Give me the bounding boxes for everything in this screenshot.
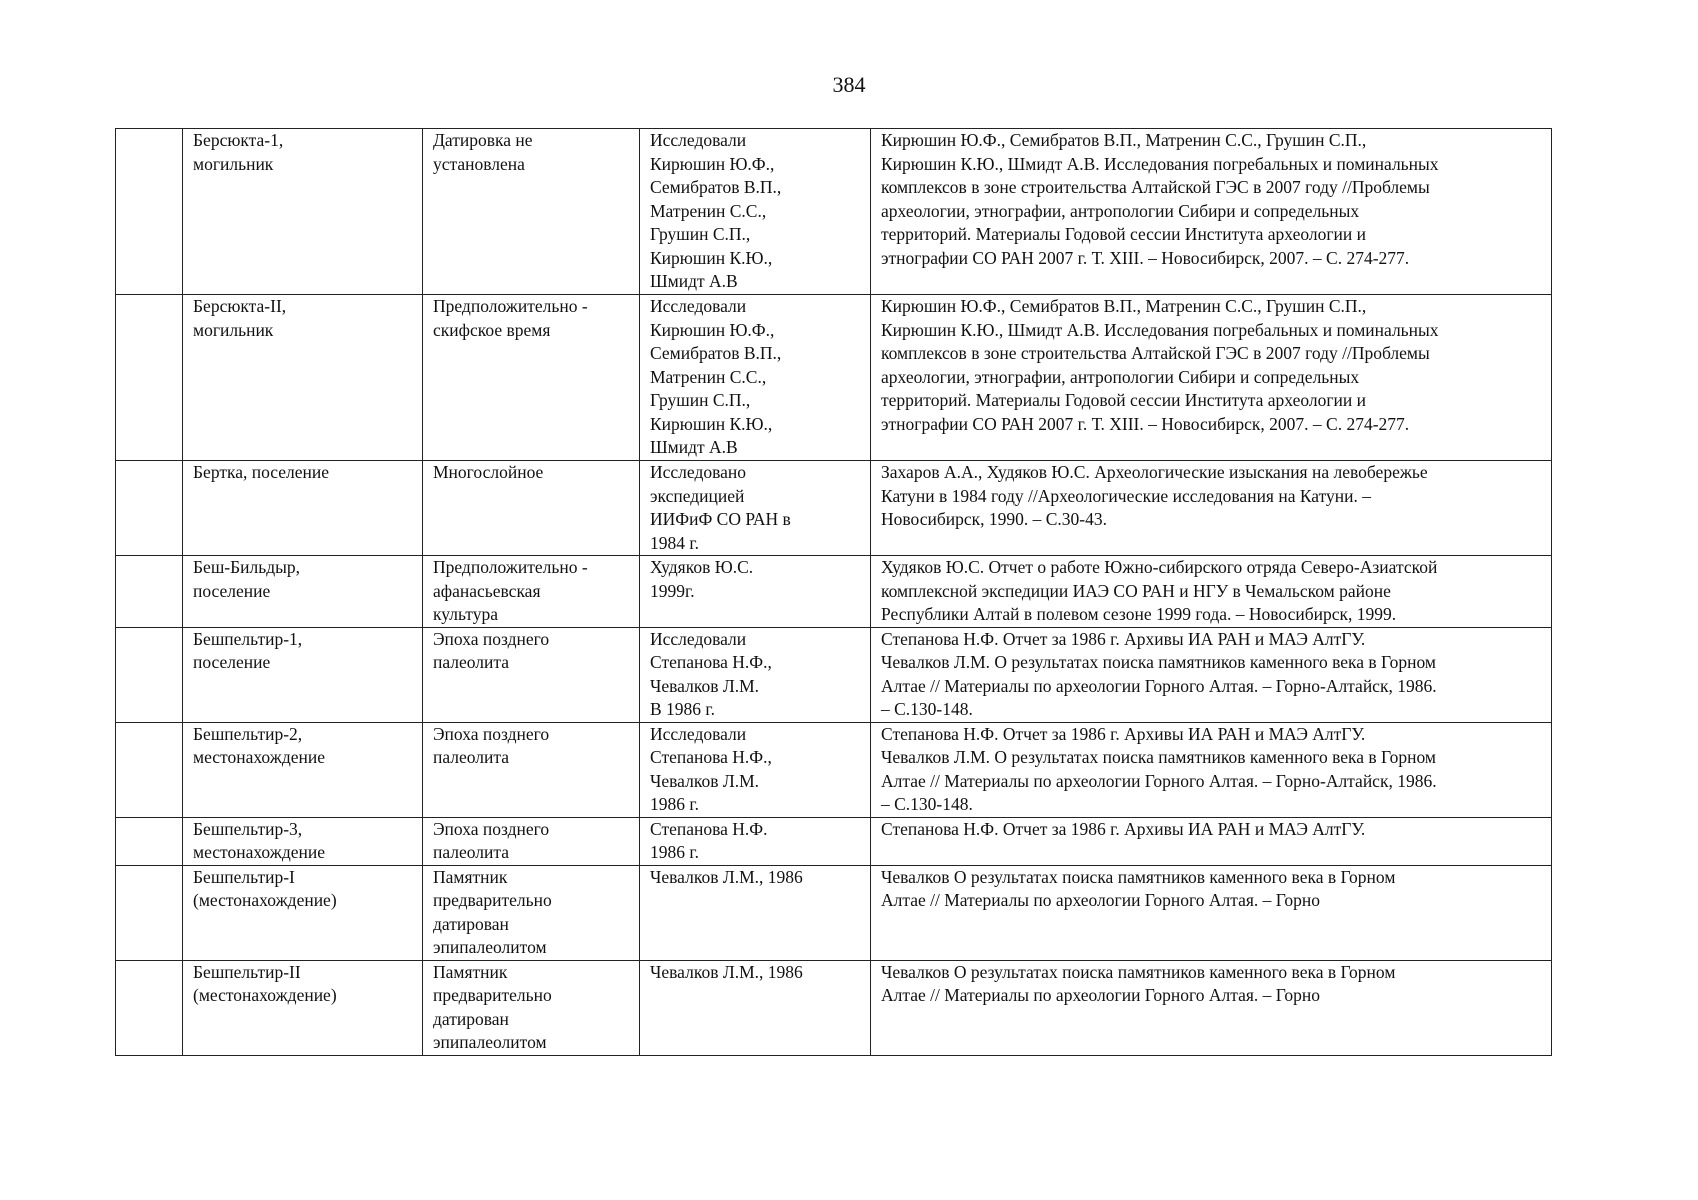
researchers-cell: Исследовали Степанова Н.Ф., Чевалков Л.М. 1986 г.	[640, 722, 871, 817]
table-row	[116, 722, 1552, 817]
dating-cell: Предположительно - афанасьевская культура	[423, 556, 640, 628]
dating-cell: Предположительно - скифское время	[423, 295, 640, 461]
table-row	[116, 960, 1552, 1055]
researchers-cell: Исследовано экспедицией ИИФиФ СО РАН в 1984 г.	[640, 461, 871, 556]
literature-cell: Худяков Ю.С. Отчет о работе Южно-сибирского отряда Северо-Азиатской комплексной экспедиции ИАЭ СО РАН и НГУ в Чемальском районе Республики Алтай в полевом сезоне 1999 года. – Новосибирск, 1999.	[871, 556, 1552, 628]
row-number-cell	[116, 295, 183, 461]
table-row	[116, 129, 1552, 295]
dating-cell: Памятник предварительно датирован эпипалеолитом	[423, 960, 640, 1055]
site-name-cell: Берсюкта-II, могильник	[183, 295, 423, 461]
row-number-cell	[116, 556, 183, 628]
table-row	[116, 817, 1552, 865]
dating-cell: Памятник предварительно датирован эпипалеолитом	[423, 865, 640, 960]
table-row	[116, 295, 1552, 461]
site-name-cell: Бешпельтир-I (местонахождение)	[183, 865, 423, 960]
literature-cell: Степанова Н.Ф. Отчет за 1986 г. Архивы ИА РАН и МАЭ АлтГУ. Чевалков Л.М. О результатах поиска памятников каменного века в Горном Алтае // Материалы по археологии Горного Алтая. – Горно-Алтайск, 1986. – С.130-148.	[871, 722, 1552, 817]
table-row	[116, 556, 1552, 628]
table-row	[116, 865, 1552, 960]
site-name-cell: Бешпельтир-1, поселение	[183, 627, 423, 722]
site-name-cell: Бешпельтир-2, местонахождение	[183, 722, 423, 817]
table-row	[116, 461, 1552, 556]
researchers-cell: Степанова Н.Ф. 1986 г.	[640, 817, 871, 865]
site-name-cell: Бешпельтир-II (местонахождение)	[183, 960, 423, 1055]
researchers-cell: Чевалков Л.М., 1986	[640, 960, 871, 1055]
site-name-cell: Берсюкта-1, могильник	[183, 129, 423, 295]
dating-cell: Эпоха позднего палеолита	[423, 722, 640, 817]
researchers-cell: Исследовали Кирюшин Ю.Ф., Семибратов В.П., Матренин С.С., Грушин С.П., Кирюшин К.Ю., Шмидт А.В	[640, 295, 871, 461]
site-name-cell: Бертка, поселение	[183, 461, 423, 556]
literature-cell: Степанова Н.Ф. Отчет за 1986 г. Архивы ИА РАН и МАЭ АлтГУ. Чевалков Л.М. О результатах поиска памятников каменного века в Горном Алтае // Материалы по археологии Горного Алтая. – Горно-Алтайск, 1986. – С.130-148.	[871, 627, 1552, 722]
row-number-cell	[116, 722, 183, 817]
page-number: 384	[832, 72, 866, 97]
row-number-cell	[116, 627, 183, 722]
literature-cell: Кирюшин Ю.Ф., Семибратов В.П., Матренин С.С., Грушин С.П., Кирюшин К.Ю., Шмидт А.В. Исследования погребальных и поминальных комплексов в зоне строительства Алтайской ГЭС в 2007 году //Проблемы археологии, этнографии, антропологии Сибири и сопредельных территорий. Материалы Годовой сессии Института археологии и этнографии СО РАН 2007 г. Т. XIII. – Новосибирск, 2007. – С. 274-277.	[871, 129, 1552, 295]
researchers-cell: Чевалков Л.М., 1986	[640, 865, 871, 960]
literature-cell: Степанова Н.Ф. Отчет за 1986 г. Архивы ИА РАН и МАЭ АлтГУ.	[871, 817, 1552, 865]
row-number-cell	[116, 960, 183, 1055]
dating-cell: Эпоха позднего палеолита	[423, 627, 640, 722]
dating-cell: Многослойное	[423, 461, 640, 556]
dating-cell: Датировка не установлена	[423, 129, 640, 295]
literature-cell: Чевалков О результатах поиска памятников каменного века в Горном Алтае // Материалы по археологии Горного Алтая. – Горно	[871, 960, 1552, 1055]
site-name-cell: Бешпельтир-3, местонахождение	[183, 817, 423, 865]
dating-cell: Эпоха позднего палеолита	[423, 817, 640, 865]
row-number-cell	[116, 461, 183, 556]
row-number-cell	[116, 817, 183, 865]
literature-cell: Захаров А.А., Худяков Ю.С. Археологические изыскания на левобережье Катуни в 1984 году //Археологические исследования на Катуни. – Новосибирск, 1990. – С.30-43.	[871, 461, 1552, 556]
site-name-cell: Беш-Бильдыр, поселение	[183, 556, 423, 628]
researchers-cell: Исследовали Кирюшин Ю.Ф., Семибратов В.П., Матренин С.С., Грушин С.П., Кирюшин К.Ю., Шмидт А.В	[640, 129, 871, 295]
literature-cell: Кирюшин Ю.Ф., Семибратов В.П., Матренин С.С., Грушин С.П., Кирюшин К.Ю., Шмидт А.В. Исследования погребальных и поминальных комплексов в зоне строительства Алтайской ГЭС в 2007 году //Проблемы археологии, этнографии, антропологии Сибири и сопредельных территорий. Материалы Годовой сессии Института археологии и этнографии СО РАН 2007 г. Т. XIII. – Новосибирск, 2007. – С. 274-277.	[871, 295, 1552, 461]
researchers-cell: Исследовали Степанова Н.Ф., Чевалков Л.М. В 1986 г.	[640, 627, 871, 722]
row-number-cell	[116, 129, 183, 295]
researchers-cell: Худяков Ю.С. 1999г.	[640, 556, 871, 628]
table-row	[116, 627, 1552, 722]
row-number-cell	[116, 865, 183, 960]
literature-cell: Чевалков О результатах поиска памятников каменного века в Горном Алтае // Материалы по археологии Горного Алтая. – Горно	[871, 865, 1552, 960]
sites-table	[115, 128, 1552, 1056]
